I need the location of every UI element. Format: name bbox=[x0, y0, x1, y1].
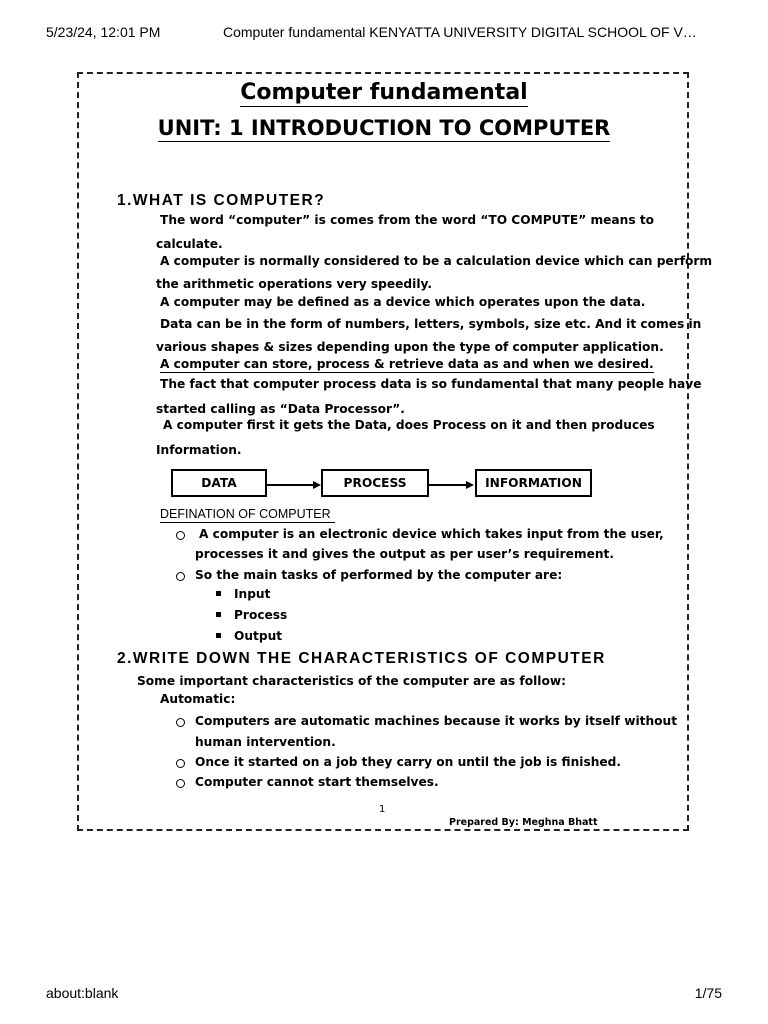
task-item: Output bbox=[234, 629, 283, 643]
paragraph-line: various shapes & sizes depending upon the type of computer application. bbox=[156, 340, 664, 354]
characteristic-line: Computer cannot start themselves. bbox=[195, 775, 439, 789]
definition-line: So the main tasks of performed by the computer are: bbox=[195, 568, 563, 582]
characteristic-line: human intervention. bbox=[195, 735, 336, 749]
circle-bullet-icon bbox=[176, 572, 185, 581]
arrow-head-icon bbox=[466, 481, 474, 489]
square-bullet-icon bbox=[216, 633, 221, 638]
paragraph-line: calculate. bbox=[156, 237, 223, 251]
section2-heading: 2.WRITE DOWN THE CHARACTERISTICS OF COMPUTER bbox=[117, 650, 606, 667]
task-item: Input bbox=[234, 587, 271, 601]
print-date: 5/23/24, 12:01 PM bbox=[46, 24, 161, 40]
characteristic-line: Once it started on a job they carry on until the job is finished. bbox=[195, 755, 621, 769]
paragraph-line: A computer first it gets the Data, does Process on it and then produces bbox=[163, 418, 655, 432]
definition-line: A computer is an electronic device which takes input from the user, bbox=[199, 527, 664, 541]
task-item: Process bbox=[234, 608, 288, 622]
paragraph-line: Data can be in the form of numbers, letters, symbols, size etc. And it comes in bbox=[160, 317, 702, 331]
flow-box-data: DATA bbox=[171, 469, 267, 497]
arrow-head-icon bbox=[313, 481, 321, 489]
circle-bullet-icon bbox=[176, 531, 185, 540]
print-page-count: 1/75 bbox=[694, 985, 722, 1001]
flow-box-information: INFORMATION bbox=[475, 469, 592, 497]
circle-bullet-icon bbox=[176, 759, 185, 768]
paragraph-line: started calling as “Data Processor”. bbox=[156, 402, 405, 416]
flow-arrow bbox=[429, 484, 467, 486]
flow-box-process: PROCESS bbox=[321, 469, 429, 497]
paragraph-line-underlined: A computer can store, process & retrieve data as and when we desired. bbox=[160, 357, 654, 371]
characteristic-line: Computers are automatic machines because it works by itself without bbox=[195, 714, 678, 728]
flow-arrow bbox=[267, 484, 314, 486]
section1-heading: 1.WHAT IS COMPUTER? bbox=[117, 192, 326, 209]
circle-bullet-icon bbox=[176, 779, 185, 788]
print-url: about:blank bbox=[46, 985, 119, 1001]
paragraph-line: The word “computer” is comes from the word “TO COMPUTE” means to bbox=[160, 213, 655, 227]
page-number: 1 bbox=[379, 804, 386, 815]
definition-line: processes it and gives the output as per user’s requirement. bbox=[195, 547, 614, 561]
section2-subheading: Automatic: bbox=[160, 692, 236, 706]
prepared-by: Prepared By: Meghna Bhatt bbox=[449, 817, 598, 828]
paragraph-line: A computer is normally considered to be a calculation device which can perform bbox=[160, 254, 713, 268]
square-bullet-icon bbox=[216, 591, 221, 596]
document-title: Computer fundamental bbox=[240, 80, 528, 105]
circle-bullet-icon bbox=[176, 718, 185, 727]
paragraph-line: Information. bbox=[156, 443, 242, 457]
unit-title: UNIT: 1 INTRODUCTION TO COMPUTER bbox=[157, 116, 611, 140]
section2-intro: Some important characteristics of the computer are as follow: bbox=[137, 674, 566, 688]
paragraph-line: A computer may be defined as a device which operates upon the data. bbox=[160, 295, 646, 309]
print-doc-title: Computer fundamental KENYATTA UNIVERSITY DIGITAL SCHOOL OF V… bbox=[223, 24, 697, 40]
paragraph-line: The fact that computer process data is so fundamental that many people have bbox=[160, 377, 702, 391]
definition-heading: DEFINATION OF COMPUTER bbox=[160, 507, 335, 521]
paragraph-line: the arithmetic operations very speedily. bbox=[156, 277, 432, 291]
square-bullet-icon bbox=[216, 612, 221, 617]
